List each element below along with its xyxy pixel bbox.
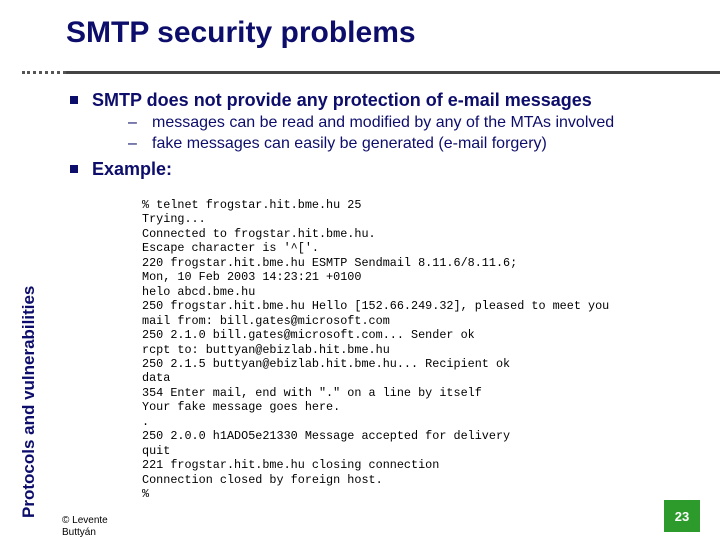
code-line: rcpt to: buttyan@ebizlab.hit.bme.hu (142, 342, 390, 357)
bullet-item (70, 157, 710, 181)
smtp-transcript (142, 198, 609, 502)
code-line: % (142, 487, 150, 502)
dash-bullet-icon: – (128, 135, 137, 152)
code-line: data (142, 371, 171, 386)
sub-bullet-text: fake messages can easily be generated (e-mail forgery) (152, 135, 547, 152)
title-rule (66, 71, 720, 74)
code-line: % telnet frogstar.hit.bme.hu 25 (142, 198, 362, 212)
title-rule-dotted (22, 71, 66, 74)
code-line: helo abcd.bme.hu (142, 284, 256, 299)
bullet-item (70, 88, 710, 112)
code-line: 221 frogstar.hit.bme.hu closing connection (142, 458, 440, 473)
code-line: Connection closed by foreign host. (142, 472, 383, 487)
code-line: Trying... (142, 212, 206, 227)
copyright: © Levente Buttyán (62, 515, 108, 538)
code-line: 250 2.1.5 buttyan@ebizlab.hit.bme.hu... Recipient ok (142, 356, 511, 371)
code-line: 250 2.1.0 bill.gates@microsoft.com... Sender ok (142, 328, 475, 343)
sub-bullet-item (70, 112, 710, 133)
code-line: Mon, 10 Feb 2003 14:23:21 +0100 (142, 270, 362, 285)
side-label: Protocols and vulnerabilities (19, 285, 38, 518)
square-bullet-icon (70, 96, 78, 104)
code-line: mail from: bill.gates@microsoft.com (142, 313, 390, 328)
bullet-list (70, 88, 710, 181)
bullet-text: Example: (92, 159, 173, 179)
code-line: . (142, 414, 150, 429)
dash-bullet-icon: – (128, 114, 137, 131)
sub-bullet-item (70, 133, 710, 154)
page-number: 23 (664, 500, 700, 532)
square-bullet-icon (70, 165, 78, 173)
code-line: Connected to frogstar.hit.bme.hu. (142, 226, 376, 241)
code-line: 250 2.0.0 h1ADO5e21330 Message accepted for delivery (142, 429, 511, 444)
bullet-text: SMTP does not provide any protection of e-mail messages (92, 90, 592, 110)
sub-bullet-text: messages can be read and modified by any of the MTAs involved (152, 114, 615, 131)
code-line: Your fake message goes here. (142, 400, 341, 415)
code-line: 220 frogstar.hit.bme.hu ESMTP Sendmail 8.11.6/8.11.6; (142, 255, 518, 270)
slide-title: SMTP security problems (66, 16, 416, 49)
code-line: quit (142, 443, 171, 458)
code-line: 250 frogstar.hit.bme.hu Hello [152.66.249.32], pleased to meet you (142, 299, 610, 314)
code-line: Escape character is '^['. (142, 241, 319, 256)
code-line: 354 Enter mail, end with "." on a line by itself (142, 385, 482, 400)
